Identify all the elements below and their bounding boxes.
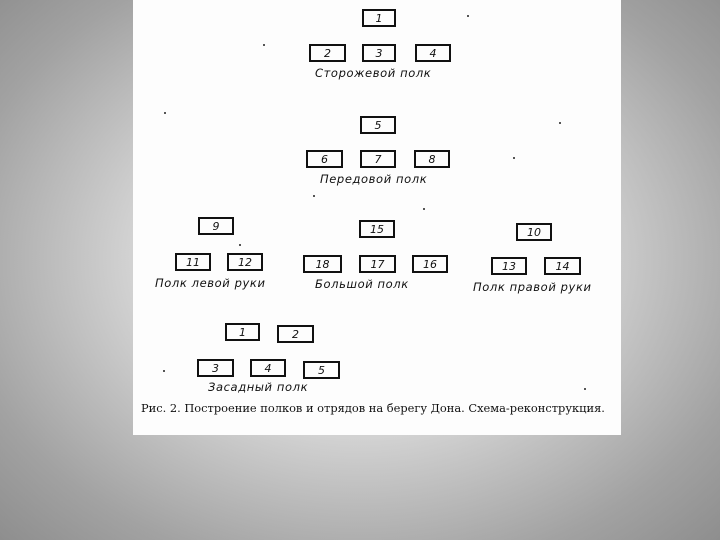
scan-speck bbox=[423, 208, 425, 210]
regiment-label: Засадный полк bbox=[208, 380, 309, 394]
scan-speck bbox=[239, 244, 241, 246]
unit-box-9: 9 bbox=[198, 217, 234, 235]
unit-box-17: 17 bbox=[359, 255, 396, 273]
unit-box-15: 15 bbox=[359, 220, 395, 238]
scanned-page bbox=[133, 0, 621, 435]
regiment-label: Полк правой руки bbox=[473, 280, 592, 294]
unit-box-2: 2 bbox=[277, 325, 314, 343]
unit-box-2: 2 bbox=[309, 44, 346, 62]
figure-caption: Рис. 2. Построение полков и отрядов на берегу Дона. Схема-реконструкция. bbox=[141, 401, 605, 415]
unit-box-8: 8 bbox=[414, 150, 450, 168]
regiment-label: Большой полк bbox=[315, 277, 409, 291]
scan-speck bbox=[163, 370, 165, 372]
unit-box-4: 4 bbox=[415, 44, 451, 62]
unit-box-11: 11 bbox=[175, 253, 211, 271]
unit-box-3: 3 bbox=[197, 359, 234, 377]
unit-box-5: 5 bbox=[360, 116, 396, 134]
unit-box-4: 4 bbox=[250, 359, 286, 377]
unit-box-14: 14 bbox=[544, 257, 581, 275]
unit-box-6: 6 bbox=[306, 150, 343, 168]
scan-speck bbox=[559, 122, 561, 124]
unit-box-7: 7 bbox=[360, 150, 396, 168]
unit-box-16: 16 bbox=[412, 255, 448, 273]
unit-box-5: 5 bbox=[303, 361, 340, 379]
regiment-label: Полк левой руки bbox=[155, 276, 266, 290]
scan-speck bbox=[263, 44, 265, 46]
scan-speck bbox=[513, 157, 515, 159]
regiment-label: Сторожевой полк bbox=[315, 66, 432, 80]
unit-box-10: 10 bbox=[516, 223, 552, 241]
unit-box-13: 13 bbox=[491, 257, 527, 275]
scan-speck bbox=[164, 112, 166, 114]
unit-box-12: 12 bbox=[227, 253, 263, 271]
regiment-label: Передовой полк bbox=[320, 172, 428, 186]
scan-speck bbox=[313, 195, 315, 197]
scan-speck bbox=[584, 388, 586, 390]
unit-box-1: 1 bbox=[362, 9, 396, 27]
scan-speck bbox=[467, 15, 469, 17]
unit-box-18: 18 bbox=[303, 255, 342, 273]
unit-box-1: 1 bbox=[225, 323, 260, 341]
unit-box-3: 3 bbox=[362, 44, 396, 62]
